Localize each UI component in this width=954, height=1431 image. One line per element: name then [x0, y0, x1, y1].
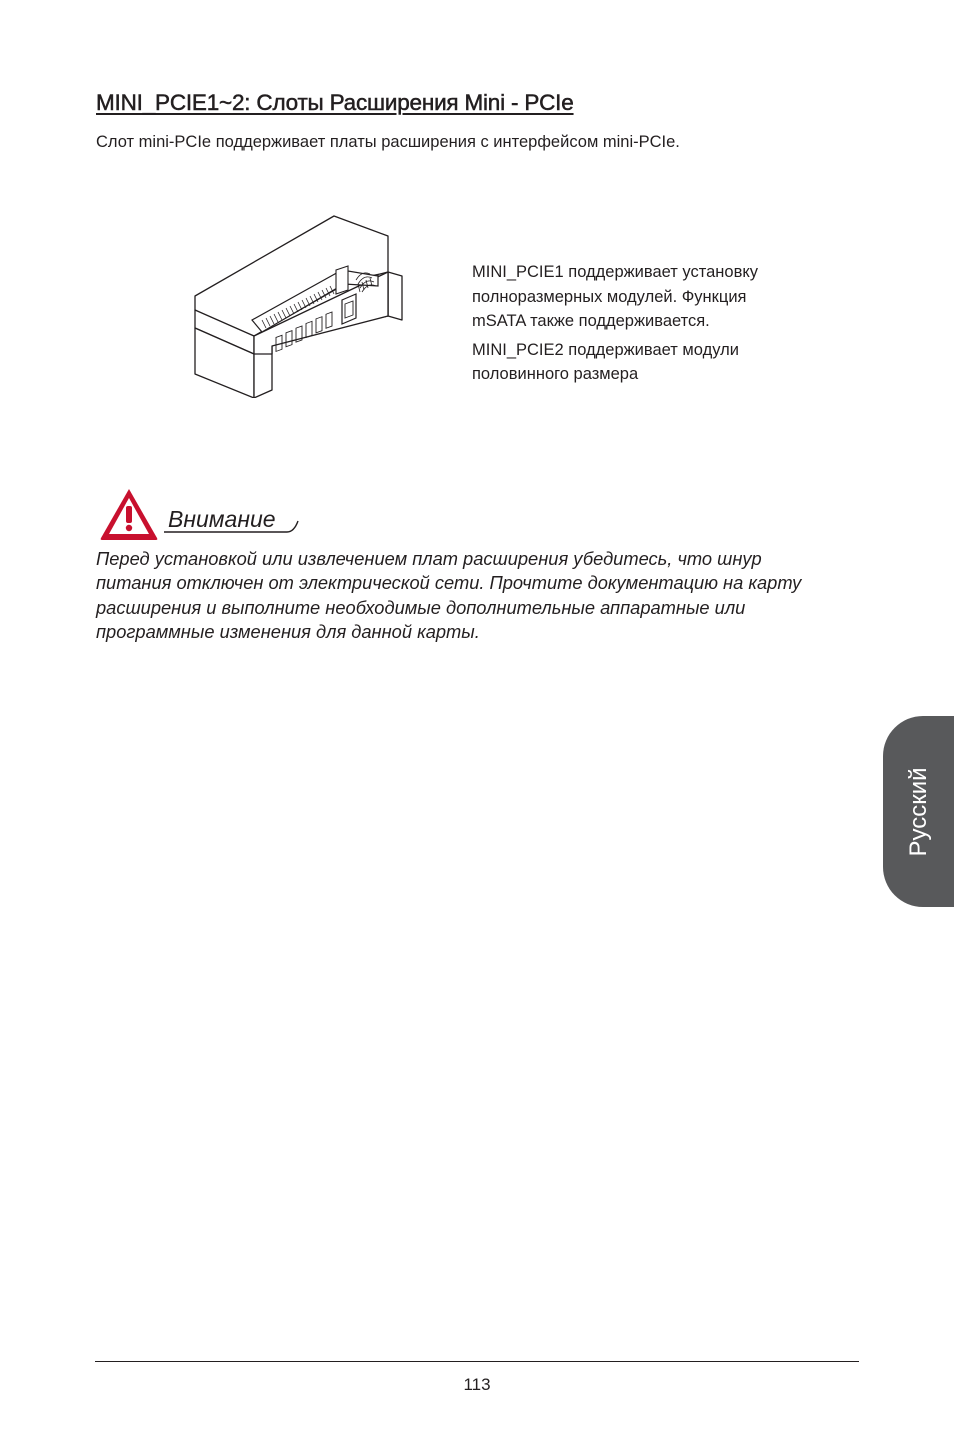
mini-pcie-slot-illustration [192, 214, 412, 398]
mini-pcie2-caption: MINI_PCIE2 поддерживает модули половинного размера [472, 340, 739, 383]
section-heading: MINI_PCIE1~2: Слоты Расширения Mini - PCIe [96, 90, 574, 115]
intro-text: Слот mini-PCIe поддерживает платы расширения с интерфейсом mini-PCIe. [96, 133, 680, 151]
slot-captions [472, 260, 772, 387]
warning-title [162, 505, 307, 535]
footer-divider [95, 1361, 859, 1362]
page-number: 113 [463, 1375, 491, 1394]
warning-triangle-icon [98, 486, 160, 542]
warning-title-text: Внимание [168, 506, 276, 532]
warning-text: Перед установкой или извлечением плат расширения убедитесь, что шнур питания отключен от электрической сети. Прочтите документацию на карту расширения и выполните необходимые дополнительные аппаратные или программные изменения для данной карты. [96, 548, 802, 643]
language-tab-label: Русский [904, 766, 932, 857]
mini-pcie1-caption: MINI_PCIE1 поддерживает установку полноразмерных модулей. Функция mSATA также поддерживается. [472, 263, 758, 330]
language-tab [883, 716, 954, 907]
